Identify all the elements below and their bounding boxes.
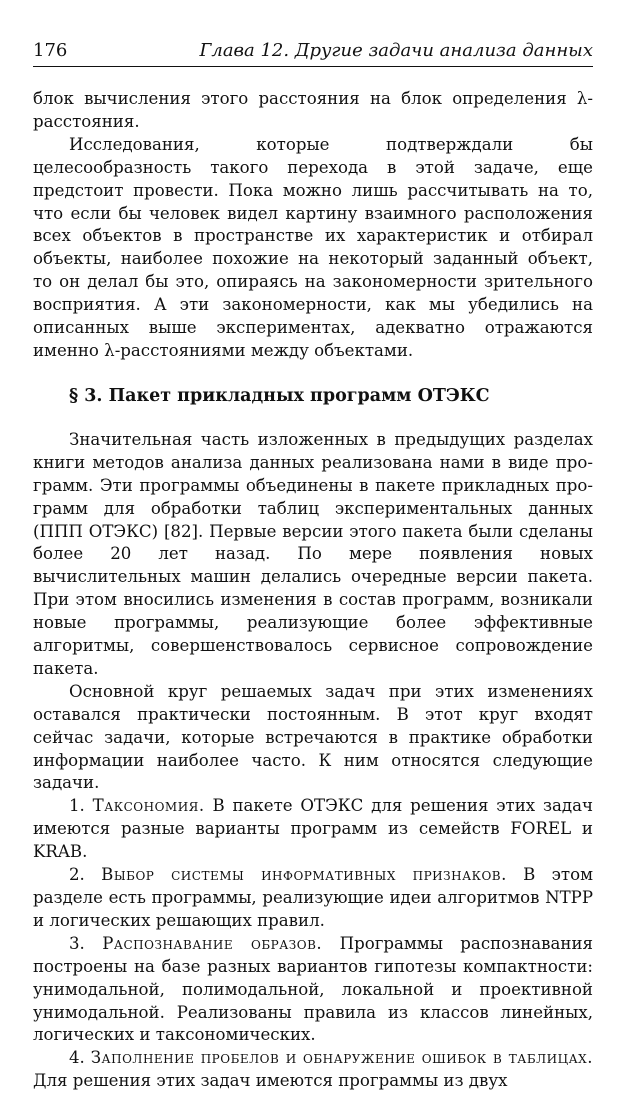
item-number: 2. — [69, 865, 85, 885]
list-item — [33, 1047, 593, 1093]
book-page — [33, 40, 593, 1093]
paragraph: Основной круг решаемых задач при этих изменениях оставался практически постоянным. В этот круг входят сейчас задачи, которые встречаются в практике обработки информации наиболее часто. К ним относятся следующие задачи. — [33, 681, 593, 793]
section-heading: § 3. Пакет прикладных программ ОТЭКС — [69, 385, 490, 406]
running-header — [33, 40, 593, 67]
item-title: Таксономия. — [92, 796, 205, 816]
item-number: 1. — [69, 796, 85, 816]
paragraph: Исследования, которые подтверждали бы целесообразность такого перехода в этой задаче, еще предстоит провести. Пока можно лишь рассчитывать на то, что если бы человек видел картину взаимного расположения всех объектов в пространстве их характеристик и отбирал объекты, наиболее похожие на некоторый заданный объект, то он делал бы это, опираясь на закономерности зрительного восприятия. А эти закономерности, как мы убедились на описанных выше экспериментах, адекватно отражаются именно λ-расстояниями между объектами. — [33, 134, 593, 360]
page-number: 176 — [33, 40, 68, 61]
item-number: 3. — [69, 933, 85, 953]
item-title: Распознавание образов. — [102, 933, 323, 953]
item-text: Программы распознавания построены на базе разных вариантов гипотезы компактности: унимодальной, полимодальной, локальной и проективной унимодальной. Реализованы правила из классов линейных, логических и таксономических. — [33, 933, 593, 1045]
list-item — [33, 933, 593, 1048]
paragraph: блок вычисления этого расстояния на блок определения λ-расстояния. — [33, 89, 593, 131]
list-item — [33, 864, 593, 933]
item-text: В этом разделе есть программы, реализующие идеи алгоритмов NTPP и логических решающих правил. — [33, 865, 594, 930]
item-text: В пакете ОТЭКС для решения этих задач имеются разные варианты программ из семейств FOREL и KRAB. — [33, 796, 593, 862]
item-title: Выбор системы информативных признаков. — [101, 865, 507, 885]
list-item — [33, 795, 593, 864]
item-text: Для решения этих задач имеются программы из двух — [33, 1071, 508, 1091]
paragraph: Значительная часть изложенных в предыдущих разделах книги методов анализа данных реализована нами в виде программ. Эти программы объединены в пакете прикладных программ для обработки таблиц экспериментальных данных (ППП ОТЭКС) [82]. Первые версии этого пакета были сделаны более 20 лет назад. По мере появления новых вычислительных машин делались очередные версии пакета. При этом вносились изменения в состав программ, возникали новые программы, реализующие более эффективные алгоритмы, совершенствовалось сервисное сопровождение пакета. — [33, 429, 593, 678]
item-number: 4. — [69, 1048, 85, 1068]
item-title: Заполнение пробелов и обнаружение ошибок в таблицах. — [90, 1048, 593, 1068]
running-title: Глава 12. Другие задачи анализа данных — [199, 40, 593, 61]
